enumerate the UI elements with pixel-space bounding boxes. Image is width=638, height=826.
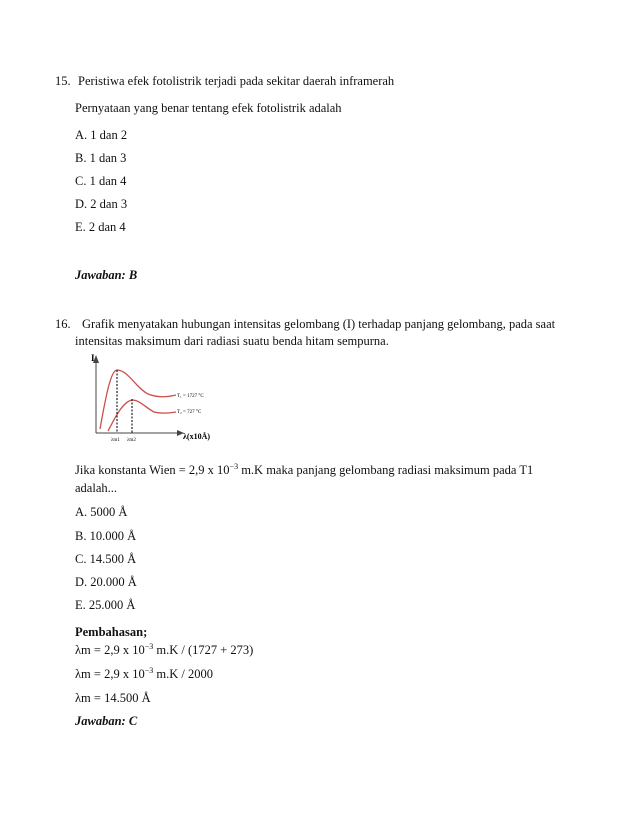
q16-option-b: B. 10.000 Å [75,529,137,543]
q15-statement: Pernyataan yang benar tentang efek fotolistrik adalah [75,101,342,115]
q16-discussion-title: Pembahasan; [75,625,148,639]
curve-t1-label: T₁ = 1727 °C [177,394,204,399]
exponent: −3 [229,462,239,471]
blackbody-radiation-graph [88,350,233,448]
q16-prompt-line1: Jika konstanta Wien = 2,9 x $10^{-3}$ m.K maka panjang gelombang radiasi maksimum pada T1 [75,462,534,477]
q16-number: 16. [55,317,71,331]
y-axis-label: I [91,353,95,363]
q16-step1: λm = 2,9 x $10^{-3}$ m.K / (1727 + 273) [75,642,254,657]
q16-step2: λm = 2,9 x $10^{-3}$ m.K / 2000 [75,666,213,681]
q16-option-e: E. 25.000 Å [75,598,136,612]
q16-option-c: C. 14.500 Å [75,552,137,566]
q16-question-line2: intensitas maksimum dari radiasi suatu benda hitam sempurna. [75,334,389,348]
curve-t1 [100,370,176,429]
curve-t2 [108,400,176,431]
q16-step3: λm = 14.500 Å [75,691,151,705]
tick-lambda-m2: λm2 [127,438,136,443]
tick-lambda-m1: λm1 [111,438,120,443]
q15-question: Peristiwa efek fotolistrik terjadi pada sekitar daerah inframerah [78,74,395,88]
q16-answer: Jawaban: C [75,714,138,728]
curve-t2-label: T₂ = 727 °C [177,410,202,415]
q15-answer: Jawaban: B [75,268,138,282]
q15-option-b: B. 1 dan 3 [75,151,127,165]
q15-option-e: E. 2 dan 4 [75,220,126,234]
x-axis-label: λ(x10Å) [183,432,211,441]
q16-option-a: A. 5000 Å [75,505,128,519]
q16-prompt-line2: adalah... [75,481,117,495]
q16-option-d: D. 20.000 Å [75,575,137,589]
q15-option-d: D. 2 dan 3 [75,197,128,211]
q15-option-a: A. 1 dan 2 [75,128,128,142]
q15-option-c: C. 1 dan 4 [75,174,127,188]
q16-question-line1: Grafik menyatakan hubungan intensitas gelombang (I) terhadap panjang gelombang, pada saat [82,317,556,331]
q15-number: 15. [55,74,71,88]
